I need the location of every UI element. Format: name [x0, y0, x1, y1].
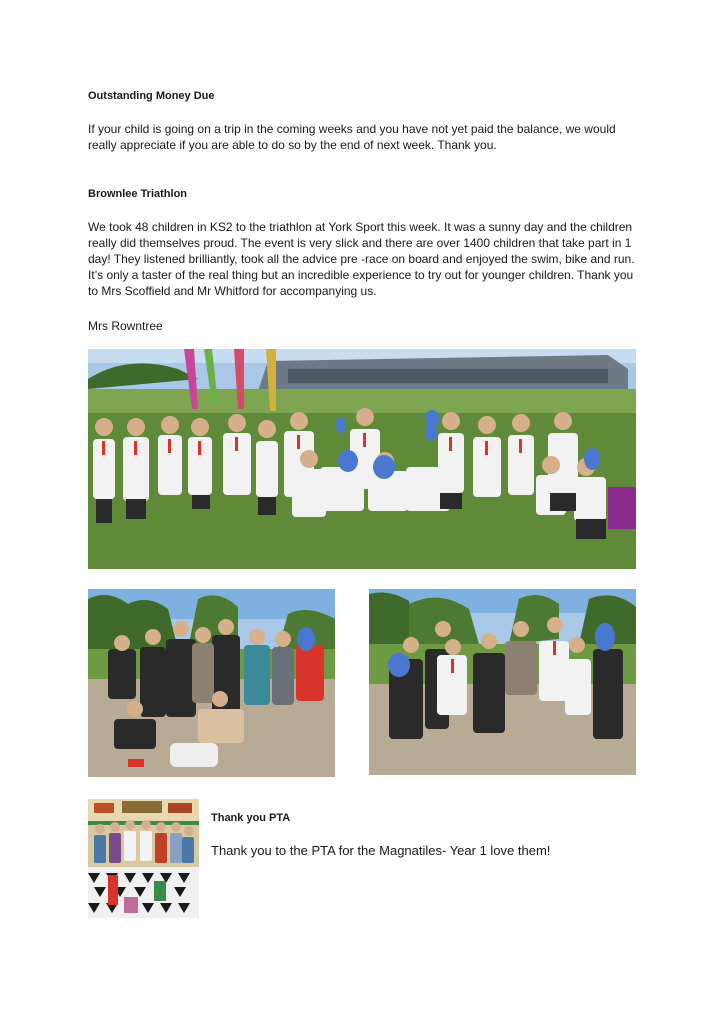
- money-due-heading: Outstanding Money Due: [88, 90, 215, 102]
- triathlon-text: We took 48 children in KS2 to the triathlon at York Sport this week. It was a sunny day and the children really did themselves proud. The event is very slick and there are over 1400 children that take part in 1 day! They listened brilliantly, took all the advice pre -race on board and enjoyed the swim, bike and run. It’s only a taster of the real thing but an incredible experience to try out for younger children. Thank you to Mrs Scoffield and Mr Whitford for accompanying us.: [88, 220, 635, 298]
- money-due-text: If your child is going on a trip in the coming weeks and you have not yet paid the balance, we would really appreciate if you are able to do so by the end of next week. Thank you.: [88, 122, 616, 152]
- children-group-photo-right: [369, 589, 636, 775]
- pta-heading: Thank you PTA: [211, 812, 291, 824]
- magnatiles-class-photo: [88, 799, 199, 918]
- pta-text: Thank you to the PTA for the Magnatiles- Year 1 love them!: [211, 843, 551, 858]
- triathlon-group-photo: [88, 349, 636, 569]
- triathlon-signature: Mrs Rowntree: [88, 319, 163, 333]
- children-group-photo-left: [88, 589, 335, 777]
- triathlon-heading: Brownlee Triathlon: [88, 188, 188, 200]
